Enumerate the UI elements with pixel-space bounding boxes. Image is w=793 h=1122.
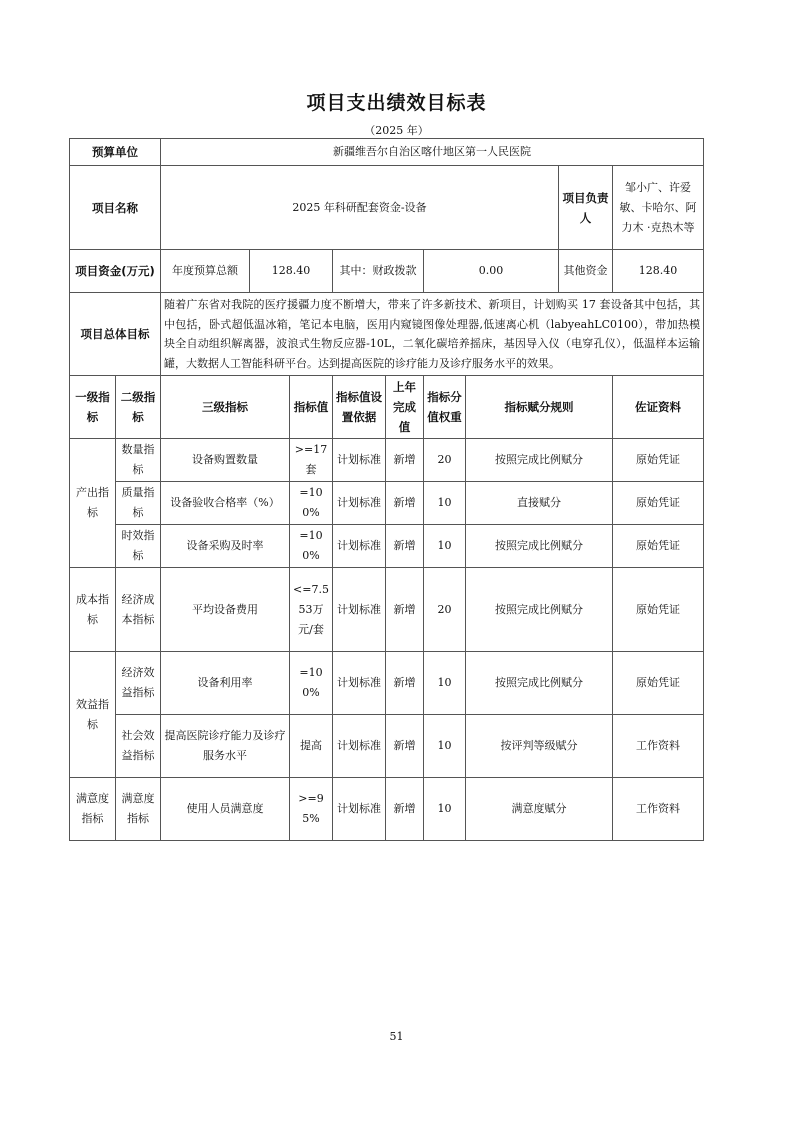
table-row <box>70 715 704 778</box>
level3-cell: 设备验收合格率（%） <box>161 482 290 525</box>
table-row <box>70 652 704 715</box>
basis-cell: 计划标准 <box>333 568 386 652</box>
header-evidence: 佐证资料 <box>613 376 704 439</box>
weight-cell: 10 <box>424 778 466 841</box>
basis-cell: 计划标准 <box>333 778 386 841</box>
value-cell: 提高 <box>290 715 333 778</box>
other-funds-value: 128.40 <box>613 250 704 293</box>
level3-cell: 设备利用率 <box>161 652 290 715</box>
basis-cell: 计划标准 <box>333 715 386 778</box>
table-row <box>70 525 704 568</box>
level1-cell: 效益指标 <box>70 652 116 778</box>
header-weight: 指标分值权重 <box>424 376 466 439</box>
weight-cell: 10 <box>424 525 466 568</box>
last-year-cell: 新增 <box>386 778 424 841</box>
level2-cell: 社会效益指标 <box>116 715 161 778</box>
rule-cell: 按照完成比例赋分 <box>466 525 613 568</box>
performance-table <box>69 138 704 841</box>
last-year-cell: 新增 <box>386 482 424 525</box>
basis-cell: 计划标准 <box>333 525 386 568</box>
level2-cell: 满意度指标 <box>116 778 161 841</box>
table-row <box>70 778 704 841</box>
level2-cell: 时效指标 <box>116 525 161 568</box>
project-leader-value: 邹小广、许爱敏、卡哈尔、阿力木 ·克热木等 <box>613 166 704 250</box>
table-row <box>70 439 704 482</box>
value-cell: <=7.553万元/套 <box>290 568 333 652</box>
weight-cell: 10 <box>424 482 466 525</box>
level1-cell: 成本指标 <box>70 568 116 652</box>
weight-cell: 10 <box>424 715 466 778</box>
basis-cell: 计划标准 <box>333 482 386 525</box>
weight-cell: 10 <box>424 652 466 715</box>
budget-unit-value: 新疆维吾尔自治区喀什地区第一人民医院 <box>161 139 704 166</box>
fiscal-label: 其中：财政拨款 <box>333 250 424 293</box>
header-rule: 指标赋分规则 <box>466 376 613 439</box>
table-row <box>70 482 704 525</box>
evidence-cell: 工作资料 <box>613 778 704 841</box>
level3-cell: 使用人员满意度 <box>161 778 290 841</box>
table-row <box>70 568 704 652</box>
basis-cell: 计划标准 <box>333 439 386 482</box>
value-cell: =100% <box>290 525 333 568</box>
header-value: 指标值 <box>290 376 333 439</box>
basis-cell: 计划标准 <box>333 652 386 715</box>
annual-budget-label: 年度预算总额 <box>161 250 250 293</box>
level1-cell: 满意度指标 <box>70 778 116 841</box>
rule-cell: 按照完成比例赋分 <box>466 652 613 715</box>
rule-cell: 按照完成比例赋分 <box>466 568 613 652</box>
evidence-cell: 原始凭证 <box>613 652 704 715</box>
year-subtitle: （2025 年） <box>364 124 429 137</box>
level2-cell: 质量指标 <box>116 482 161 525</box>
header-level3: 三级指标 <box>161 376 290 439</box>
level1-cell: 产出指标 <box>70 439 116 568</box>
weight-cell: 20 <box>424 568 466 652</box>
project-name-value: 2025 年科研配套资金-设备 <box>161 166 559 250</box>
overall-goal-text: 随着广东省对我院的医疗援疆力度不断增大，带来了许多新技术、新项目，计划购买 17 套设备其中包括，其中包括，卧式超低温冰箱，笔记本电脑，医用内窥镜图像处理器,低速离心机（labyeahLC0100），带加热模块全自动组织解离器，波浪式生物反应器-10L，二氧化碳培养摇床，基因导入仪（电穿孔仪），低温样本运输罐，大数据人工智能科研平台。达到提高医院的诊疗能力及诊疗服务水平的效果。 <box>161 293 704 376</box>
weight-cell: 20 <box>424 439 466 482</box>
rule-cell: 按评判等级赋分 <box>466 715 613 778</box>
value-cell: >=95% <box>290 778 333 841</box>
level3-cell: 设备采购及时率 <box>161 525 290 568</box>
level2-cell: 经济效益指标 <box>116 652 161 715</box>
evidence-cell: 原始凭证 <box>613 482 704 525</box>
value-cell: >=17套 <box>290 439 333 482</box>
value-cell: =100% <box>290 482 333 525</box>
other-funds-label: 其他资金 <box>559 250 613 293</box>
rule-cell: 直接赋分 <box>466 482 613 525</box>
project-leader-label: 项目负责人 <box>559 166 613 250</box>
evidence-cell: 原始凭证 <box>613 525 704 568</box>
funds-label: 项目资金(万元) <box>70 250 161 293</box>
last-year-cell: 新增 <box>386 568 424 652</box>
budget-unit-label: 预算单位 <box>70 139 161 166</box>
fiscal-value: 0.00 <box>424 250 559 293</box>
level3-cell: 提高医院诊疗能力及诊疗服务水平 <box>161 715 290 778</box>
header-level2: 二级指标 <box>116 376 161 439</box>
header-basis: 指标值设置依据 <box>333 376 386 439</box>
last-year-cell: 新增 <box>386 652 424 715</box>
level2-cell: 数量指标 <box>116 439 161 482</box>
rule-cell: 按照完成比例赋分 <box>466 439 613 482</box>
level3-cell: 平均设备费用 <box>161 568 290 652</box>
project-name-label: 项目名称 <box>70 166 161 250</box>
evidence-cell: 原始凭证 <box>613 439 704 482</box>
level3-cell: 设备购置数量 <box>161 439 290 482</box>
value-cell: =100% <box>290 652 333 715</box>
last-year-cell: 新增 <box>386 525 424 568</box>
last-year-cell: 新增 <box>386 439 424 482</box>
level2-cell: 经济成本指标 <box>116 568 161 652</box>
page-title: 项目支出绩效目标表 <box>306 92 487 114</box>
header-level1: 一级指标 <box>70 376 116 439</box>
rule-cell: 满意度赋分 <box>466 778 613 841</box>
page-number: 51 <box>389 1030 404 1043</box>
header-last-year: 上年完成值 <box>386 376 424 439</box>
evidence-cell: 工作资料 <box>613 715 704 778</box>
evidence-cell: 原始凭证 <box>613 568 704 652</box>
overall-goal-label: 项目总体目标 <box>70 293 161 376</box>
annual-budget-value: 128.40 <box>250 250 333 293</box>
last-year-cell: 新增 <box>386 715 424 778</box>
